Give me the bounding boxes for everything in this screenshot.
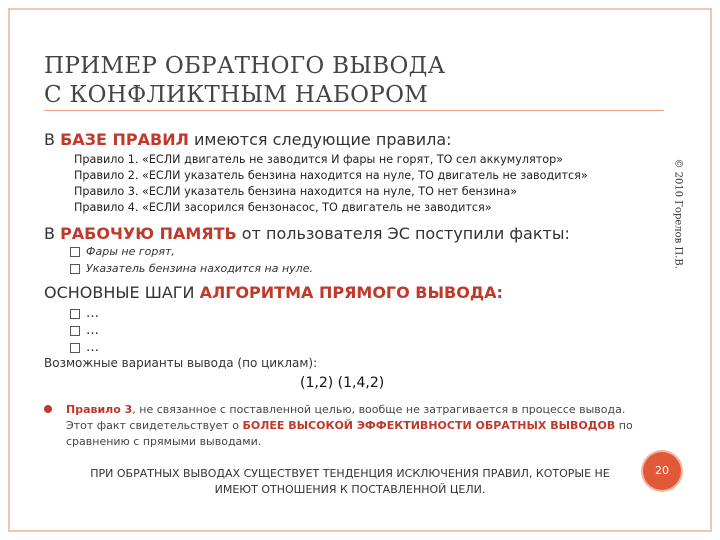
step-1: …: [86, 306, 99, 321]
rule-2: Правило 2. «ЕСЛИ указатель бензина находится на нуле, ТО двигатель не заводится»: [74, 169, 588, 182]
bullet-icon: [44, 405, 52, 413]
algorithm-highlight: АЛГОРИТМА ПРЯМОГО ВЫВОДА:: [199, 283, 503, 302]
rule-base-suffix: имеются следующие правила:: [188, 130, 452, 149]
note-highlight: БОЛЕЕ ВЫСОКОЙ ЭФФЕКТИВНОСТИ ОБРАТНЫХ ВЫВОДОВ: [242, 419, 616, 432]
checkbox-icon: [70, 343, 80, 353]
title-line-1: ПРИМЕР ОБРАТНОГО ВЫВОДА: [44, 53, 446, 79]
fact-item: [70, 245, 175, 258]
rule-base-heading: [44, 130, 452, 149]
rule-base-highlight: БАЗЕ ПРАВИЛ: [60, 130, 189, 149]
copyright-note: [668, 158, 688, 318]
slide-title: [44, 52, 445, 110]
rule-3: Правило 3. «ЕСЛИ указатель бензина находится на нуле, ТО нет бензина»: [74, 185, 518, 198]
fact-item: [70, 262, 313, 275]
note-text-2: по сравнению с прямыми выводами.: [66, 419, 633, 448]
note-paragraph: [66, 402, 646, 450]
cycles-text: (1,2) (1,4,2): [300, 375, 385, 391]
fact-2: Указатель бензина находится на нуле.: [86, 262, 313, 275]
fact-1: Фары не горят,: [86, 245, 175, 258]
algorithm-heading: [44, 283, 503, 302]
page-number-badge: 20: [643, 452, 681, 490]
checkbox-icon: [70, 309, 80, 319]
step-item: [70, 306, 99, 321]
title-divider: [44, 110, 664, 111]
checkbox-icon: [70, 264, 80, 274]
step-3: …: [86, 340, 99, 355]
note-rule: Правило 3: [66, 403, 133, 416]
step-item: [70, 323, 99, 338]
rule-base-prefix: В: [44, 130, 61, 149]
variants-label: Возможные варианты вывода (по циклам):: [44, 356, 318, 370]
title-line-2: С КОНФЛИКТНЫМ НАБОРОМ: [44, 82, 429, 108]
rule-4: Правило 4. «ЕСЛИ засорился бензонасос, ТО двигатель не заводится»: [74, 201, 492, 214]
bottom-conclusion: ПРИ ОБРАТНЫХ ВЫВОДАХ СУЩЕСТВУЕТ ТЕНДЕНЦИЯ ИСКЛЮЧЕНИЯ ПРАВИЛ, КОТОРЫЕ НЕ ИМЕЮТ ОТНОШЕНИЯ К ПОСТАВЛЕННОЙ ЦЕЛИ.: [90, 467, 610, 496]
note-text-1: , не связанное с поставленной целью, вообще не затрагивается в процессе вывода. Этот факт свидетельствует о: [66, 403, 626, 432]
rule-1: Правило 1. «ЕСЛИ двигатель не заводится И фары не горят, ТО сел аккумулятор»: [74, 153, 564, 166]
wm-highlight: РАБОЧУЮ ПАМЯТЬ: [60, 224, 237, 243]
copyright-text: © 2010 Горелов П.В.: [672, 158, 684, 269]
wm-prefix: В: [44, 224, 61, 243]
algorithm-prefix: ОСНОВНЫЕ ШАГИ: [44, 283, 200, 302]
wm-suffix: от пользователя ЭС поступили факты:: [236, 224, 570, 243]
step-item: [70, 340, 99, 355]
step-2: …: [86, 323, 99, 338]
checkbox-icon: [70, 326, 80, 336]
working-memory-heading: [44, 224, 570, 243]
checkbox-icon: [70, 247, 80, 257]
